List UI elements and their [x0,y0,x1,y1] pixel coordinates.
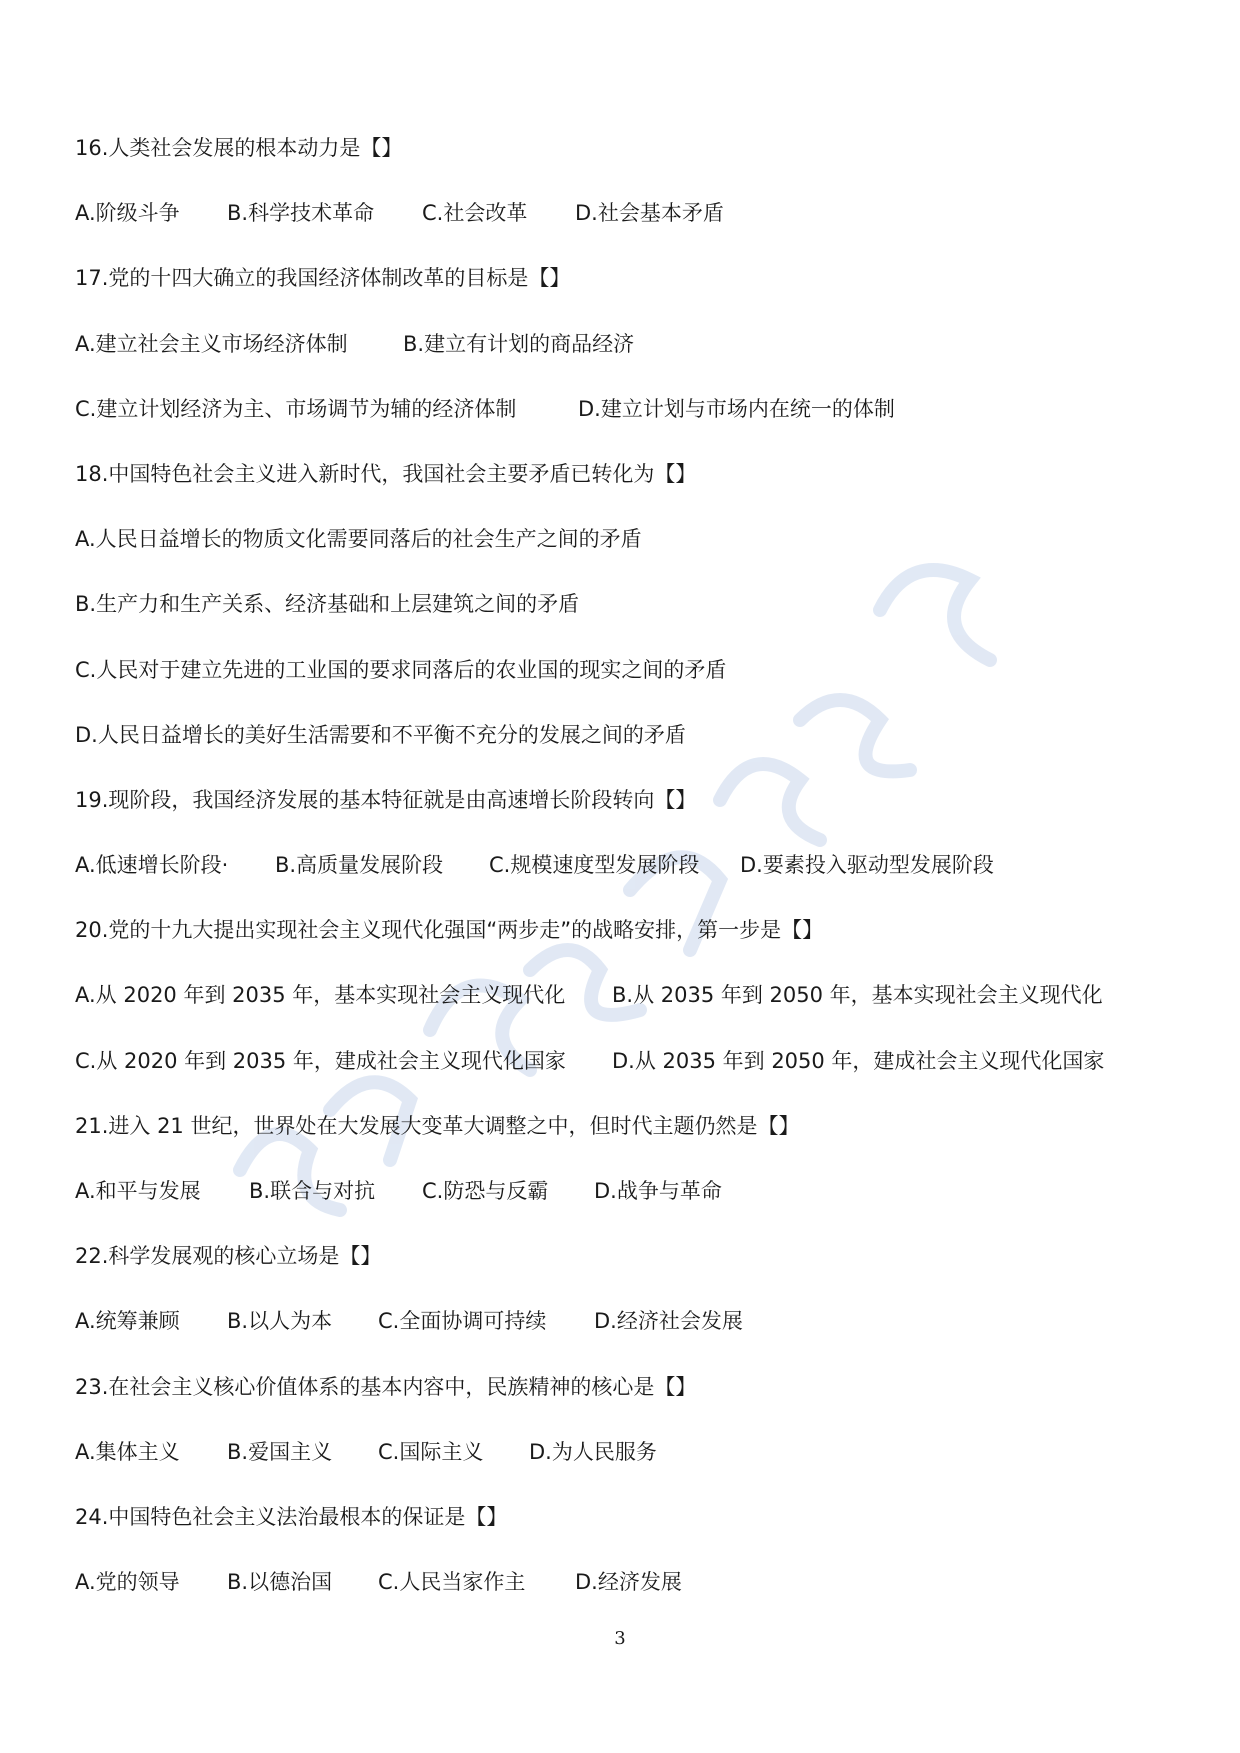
option-d: D.从 2035 年到 2050 年，建成社会主义现代化国家 [612,1048,1105,1073]
option-a: A.和平与发展 [75,1179,201,1203]
option-b: B.联合与对抗 [249,1179,376,1203]
option-b: B.爱国主义 [227,1439,333,1464]
question-stem: 18.中国特色社会主义进入新时代，我国社会主要矛盾已转化为【】 [75,461,697,486]
option-b: B.科学技术革命 [227,201,375,226]
option-row [75,329,1175,394]
question-stem: 23.在社会主义核心价值体系的基本内容中，民族精神的核心是【】 [75,1374,697,1399]
option-d: D.为人民服务 [529,1439,657,1464]
option-a: A.人民日益增长的物质文化需要同落后的社会生产之间的矛盾 [75,527,642,552]
option-row [75,1567,1175,1632]
option-c: C.国际主义 [378,1439,484,1464]
option-b: B.建立有计划的商品经济 [403,331,635,356]
option-c: C.人民对于建立先进的工业国的要求同落后的农业国的现实之间的矛盾 [75,657,727,682]
option-c: C.建立计划经济为主、市场调节为辅的经济体制 [75,396,517,421]
option-c: C.防恐与反霸 [422,1179,549,1203]
option-row [75,198,1175,263]
option-a: A.阶级斗争 [75,201,180,226]
option-a: A.从 2020 年到 2035 年，基本实现社会主义现代化 [75,983,566,1008]
option-d: D.经济发展 [575,1570,682,1595]
option-a: A.低速增长阶段· [75,853,229,878]
option-row [75,1046,1175,1111]
option-d: D.社会基本矛盾 [575,201,724,226]
option-b: B.从 2035 年到 2050 年，基本实现社会主义现代化 [612,983,1103,1008]
question-list [75,133,1175,1632]
question-stem: 19.现阶段，我国经济发展的基本特征就是由高速增长阶段转向【】 [75,787,697,812]
question-stem: 16.人类社会发展的根本动力是【】 [75,136,403,160]
option-row [75,1176,1175,1241]
question-stem: 17.党的十四大确立的我国经济体制改革的目标是【】 [75,266,571,291]
option-a: A.统筹兼顾 [75,1309,180,1334]
option-b: B.生产力和生产关系、经济基础和上层建筑之间的矛盾 [75,592,580,617]
option-row [75,1437,1175,1502]
question-stem: 20.党的十九大提出实现社会主义现代化强国“两步走”的战略安排，第一步是【】 [75,918,824,943]
option-c: C.全面协调可持续 [378,1309,547,1334]
option-a: A.党的领导 [75,1570,180,1595]
option-b: B.以人为本 [227,1309,333,1334]
question-stem: 22.科学发展观的核心立场是【】 [75,1244,382,1269]
option-row [75,850,1175,915]
question-stem: 24.中国特色社会主义法治最根本的保证是【】 [75,1504,508,1529]
option-row [75,1306,1175,1371]
option-c: C.社会改革 [422,201,528,226]
page-number: 3 [614,1628,626,1649]
option-row [75,980,1175,1045]
option-a: A.集体主义 [75,1439,180,1464]
option-d: D.要素投入驱动型发展阶段 [740,853,994,878]
option-d: D.战争与革命 [594,1179,722,1203]
option-c: C.人民当家作主 [378,1570,526,1595]
option-d: D.人民日益增长的美好生活需要和不平衡不充分的发展之间的矛盾 [75,722,686,747]
option-c: C.从 2020 年到 2035 年，建成社会主义现代化国家 [75,1048,566,1073]
option-b: B.高质量发展阶段 [275,853,444,878]
question-stem: 21.进入 21 世纪，世界处在大发展大变革大调整之中，但时代主题仍然是【】 [75,1113,800,1138]
option-d: D.建立计划与市场内在统一的体制 [578,396,895,421]
option-b: B.以德治国 [227,1570,333,1595]
option-c: C.规模速度型发展阶段 [489,853,700,878]
option-row [75,394,1175,459]
option-a: A.建立社会主义市场经济体制 [75,331,348,356]
option-d: D.经济社会发展 [594,1309,743,1334]
